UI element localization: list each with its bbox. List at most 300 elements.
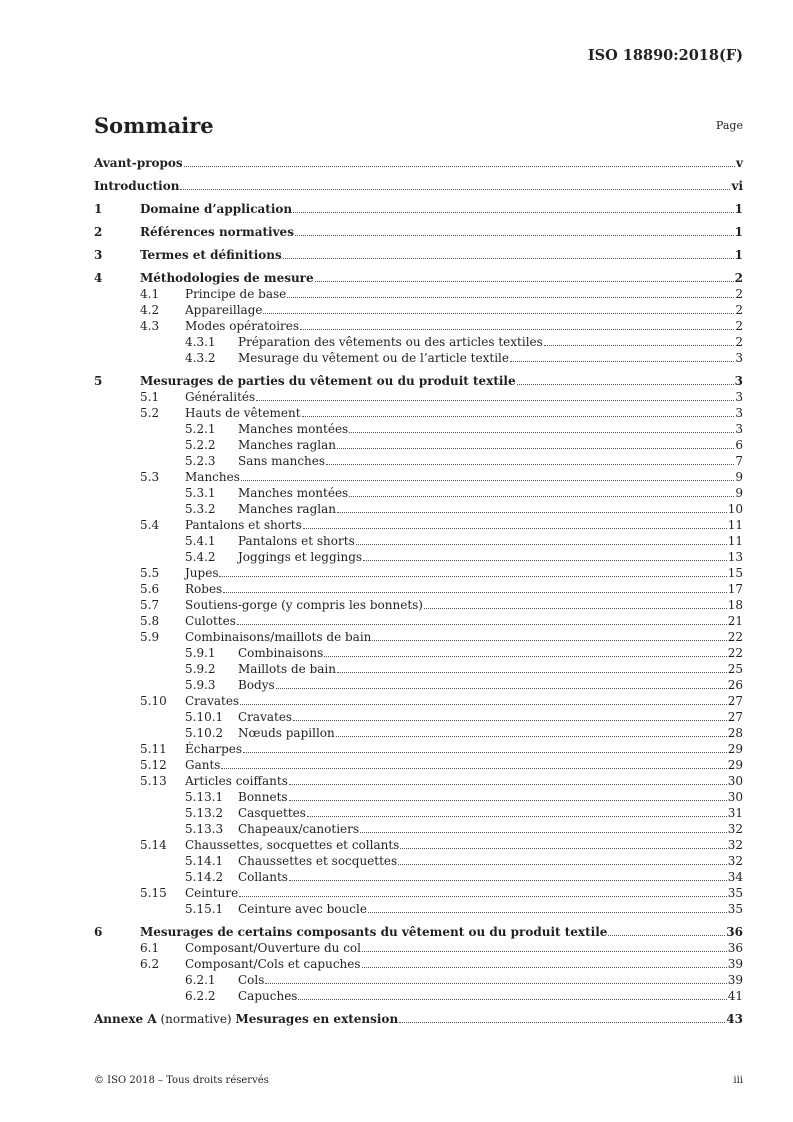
toc-entry-line bbox=[185, 940, 743, 956]
toc-entry-title: Composant/Ouverture du col bbox=[185, 941, 361, 955]
dot-leader bbox=[289, 870, 727, 881]
toc-entry-page: 10 bbox=[727, 502, 743, 516]
dot-leader bbox=[362, 957, 727, 968]
toc-entry-line bbox=[238, 901, 743, 917]
toc-entry-number: 6 bbox=[94, 925, 103, 939]
toc-entry-page: 35 bbox=[727, 886, 743, 900]
toc-entry-number: 5.13.2 bbox=[185, 806, 224, 820]
toc-entry-number: 5.11 bbox=[140, 742, 167, 756]
toc-entry-number: 6.2.2 bbox=[185, 989, 216, 1003]
dot-leader bbox=[363, 550, 727, 561]
toc-entry-page: 3 bbox=[735, 422, 743, 436]
toc-entry-line bbox=[238, 677, 743, 693]
toc-entry-title: Maillots de bain bbox=[238, 662, 336, 676]
toc-entry[interactable] bbox=[94, 1011, 743, 1027]
toc-entry[interactable] bbox=[94, 789, 743, 805]
dot-leader bbox=[293, 202, 734, 213]
toc-entry-page: 39 bbox=[727, 957, 743, 971]
toc-entry-title: Bonnets bbox=[238, 790, 288, 804]
toc-entry-title: Sans manches bbox=[238, 454, 326, 468]
dot-leader bbox=[289, 790, 727, 801]
toc-entry[interactable] bbox=[94, 821, 743, 837]
toc-entry-page: 32 bbox=[727, 838, 743, 852]
dot-leader bbox=[219, 566, 726, 577]
toc-entry-number: 5.7 bbox=[140, 598, 160, 612]
toc-entry-title: Manches raglan bbox=[238, 438, 336, 452]
toc-entry-line bbox=[185, 302, 743, 318]
toc-entry-number: 5.9.2 bbox=[185, 662, 216, 676]
annex-status: (normative) bbox=[156, 1012, 236, 1026]
toc-entry-page: 35 bbox=[727, 902, 743, 916]
toc-entry[interactable] bbox=[94, 645, 743, 661]
table-of-contents bbox=[94, 155, 743, 1027]
toc-entry-page: 43 bbox=[726, 1012, 743, 1026]
toc-entry-number: 2 bbox=[94, 225, 103, 239]
dot-leader bbox=[298, 989, 726, 1000]
toc-entry-number: 5.10 bbox=[140, 694, 167, 708]
toc-entry-number: 1 bbox=[94, 202, 103, 216]
toc-entry-line bbox=[238, 661, 743, 677]
toc-entry-title: Gants bbox=[185, 758, 221, 772]
toc-entry-line bbox=[185, 629, 743, 645]
toc-entry-title bbox=[94, 1011, 398, 1027]
toc-entry-number: 5.15.1 bbox=[185, 902, 224, 916]
toc-entry-number: 5.14.2 bbox=[185, 870, 224, 884]
toc-entry-page: 22 bbox=[727, 630, 743, 644]
toc-entry-page: 34 bbox=[727, 870, 743, 884]
toc-entry[interactable] bbox=[94, 924, 743, 940]
toc-entry-title: Termes et définitions bbox=[140, 248, 282, 262]
toc-entry-line bbox=[185, 581, 743, 597]
toc-entry-number: 5.10.2 bbox=[185, 726, 224, 740]
toc-entry-number: 4.3.2 bbox=[185, 351, 216, 365]
toc-entry-page: v bbox=[736, 156, 743, 170]
toc-entry-line bbox=[238, 853, 743, 869]
toc-entry[interactable] bbox=[94, 677, 743, 693]
toc-entry[interactable] bbox=[94, 613, 743, 629]
toc-entry-title: Méthodologies de mesure bbox=[140, 271, 314, 285]
dot-leader bbox=[243, 742, 727, 753]
toc-entry-title: Avant-propos bbox=[94, 156, 183, 170]
toc-entry-page: 11 bbox=[727, 518, 743, 532]
toc-entry-number: 5.4.1 bbox=[185, 534, 216, 548]
toc-entry-page: 2 bbox=[735, 335, 743, 349]
toc-entry-page: 9 bbox=[735, 470, 743, 484]
toc-entry-title: Ceinture avec boucle bbox=[238, 902, 367, 916]
dot-leader bbox=[239, 886, 726, 897]
toc-entry-title: Chapeaux/canotiers bbox=[238, 822, 360, 836]
toc-entry-title: Pantalons et shorts bbox=[238, 534, 355, 548]
toc-entry-title: Casquettes bbox=[238, 806, 306, 820]
toc-entry-number: 5.12 bbox=[140, 758, 167, 772]
toc-entry-line bbox=[238, 501, 743, 517]
toc-entry-title: Culottes bbox=[185, 614, 236, 628]
toc-entry-title: Manches montées bbox=[238, 486, 349, 500]
dot-leader bbox=[337, 502, 727, 513]
toc-entry[interactable] bbox=[94, 437, 743, 453]
toc-entry-line bbox=[140, 247, 743, 263]
toc-entry-number: 5.14 bbox=[140, 838, 167, 852]
toc-entry[interactable] bbox=[94, 549, 743, 565]
toc-entry-number: 3 bbox=[94, 248, 103, 262]
toc-entry[interactable] bbox=[94, 805, 743, 821]
toc-entry[interactable] bbox=[94, 956, 743, 972]
dot-leader bbox=[283, 248, 734, 259]
toc-entry[interactable] bbox=[94, 773, 743, 789]
toc-entry[interactable] bbox=[94, 853, 743, 869]
toc-entry-page: vi bbox=[731, 179, 743, 193]
dot-leader bbox=[315, 271, 734, 282]
toc-entry-title: Préparation des vêtements ou des articles textiles bbox=[238, 335, 543, 349]
toc-entry-page: 1 bbox=[734, 248, 743, 262]
toc-entry[interactable] bbox=[94, 286, 743, 302]
toc-entry-title: Mesurage du vêtement ou de l’article textile bbox=[238, 351, 509, 365]
toc-entry-title: Ceinture bbox=[185, 886, 239, 900]
toc-entry[interactable] bbox=[94, 940, 743, 956]
dot-leader bbox=[223, 582, 727, 593]
dot-leader bbox=[302, 406, 735, 417]
toc-entry-number: 5.4 bbox=[140, 518, 160, 532]
toc-entry-title: Mesurages de parties du vêtement ou du produit textile bbox=[140, 374, 516, 388]
dot-leader bbox=[372, 630, 726, 641]
toc-entry-number: 4.2 bbox=[140, 303, 160, 317]
toc-entry-title: Articles coiffants bbox=[185, 774, 288, 788]
toc-entry-page: 18 bbox=[727, 598, 743, 612]
toc-entry-page: 2 bbox=[735, 319, 743, 333]
toc-entry[interactable] bbox=[94, 693, 743, 709]
dot-leader bbox=[510, 351, 734, 362]
toc-entry-number: 5.1 bbox=[140, 390, 160, 404]
toc-entry-line bbox=[185, 837, 743, 853]
toc-entry-title: Cravates bbox=[238, 710, 293, 724]
toc-entry-page: 41 bbox=[727, 989, 743, 1003]
toc-entry-line bbox=[140, 924, 743, 940]
toc-entry-line bbox=[185, 597, 743, 613]
toc-entry-title: Introduction bbox=[94, 179, 180, 193]
toc-entry-title: Appareillage bbox=[185, 303, 263, 317]
toc-entry-number: 5.2 bbox=[140, 406, 160, 420]
toc-entry[interactable] bbox=[94, 453, 743, 469]
toc-entry[interactable] bbox=[94, 741, 743, 757]
toc-entry-page: 28 bbox=[727, 726, 743, 740]
toc-entry-page: 21 bbox=[727, 614, 743, 628]
toc-entry-page: 22 bbox=[727, 646, 743, 660]
toc-entry-line bbox=[238, 789, 743, 805]
dot-leader bbox=[400, 838, 726, 849]
toc-entry-page: 27 bbox=[727, 694, 743, 708]
toc-entry[interactable] bbox=[94, 661, 743, 677]
dot-leader bbox=[240, 694, 727, 705]
toc-entry-number: 5.9 bbox=[140, 630, 160, 644]
toc-entry-page: 6 bbox=[735, 438, 743, 452]
toc-entry-page: 2 bbox=[735, 303, 743, 317]
toc-entry-line bbox=[185, 286, 743, 302]
toc-entry-page: 30 bbox=[727, 790, 743, 804]
toc-entry-number: 5.9.3 bbox=[185, 678, 216, 692]
annex-label: Annexe A bbox=[94, 1012, 157, 1026]
toc-entry[interactable] bbox=[94, 869, 743, 885]
toc-entry[interactable] bbox=[94, 517, 743, 533]
toc-entry-line bbox=[238, 437, 743, 453]
dot-leader bbox=[424, 598, 727, 609]
dot-leader bbox=[289, 774, 727, 785]
toc-entry[interactable] bbox=[94, 709, 743, 725]
dot-leader bbox=[356, 534, 727, 545]
toc-entry-title: Soutiens-gorge (y compris les bonnets) bbox=[185, 598, 423, 612]
dot-leader bbox=[349, 422, 734, 433]
dot-leader bbox=[256, 390, 734, 401]
dot-leader bbox=[399, 1012, 725, 1023]
toc-entry[interactable] bbox=[94, 334, 743, 350]
toc-entry-number: 5.13.3 bbox=[185, 822, 224, 836]
toc-entry-title: Écharpes bbox=[185, 742, 243, 756]
toc-entry-line bbox=[140, 270, 743, 286]
toc-entry-page: 29 bbox=[727, 758, 743, 772]
toc-entry-title: Manches raglan bbox=[238, 502, 336, 516]
dot-leader bbox=[608, 925, 725, 936]
dot-leader bbox=[307, 806, 727, 817]
toc-entry-page: 27 bbox=[727, 710, 743, 724]
toc-entry-title: Généralités bbox=[185, 390, 256, 404]
toc-entry[interactable] bbox=[94, 302, 743, 318]
toc-entry-title: Pantalons et shorts bbox=[185, 518, 302, 532]
toc-entry-line bbox=[185, 565, 743, 581]
dot-leader bbox=[287, 287, 734, 298]
toc-entry-number: 5 bbox=[94, 374, 103, 388]
toc-entry-number: 5.13.1 bbox=[185, 790, 224, 804]
toc-entry-page: 30 bbox=[727, 774, 743, 788]
toc-entry-number: 5.2.2 bbox=[185, 438, 216, 452]
dot-leader bbox=[276, 678, 727, 689]
toc-entry-title: Jupes bbox=[185, 566, 219, 580]
toc-entry-number: 6.2.1 bbox=[185, 973, 216, 987]
dot-leader bbox=[398, 854, 727, 865]
dot-leader bbox=[337, 438, 734, 449]
toc-entry-page: 25 bbox=[727, 662, 743, 676]
dot-leader bbox=[293, 710, 727, 721]
toc-entry-page: 36 bbox=[727, 941, 743, 955]
toc-entry-page: 32 bbox=[727, 822, 743, 836]
toc-entry-title: Modes opératoires bbox=[185, 319, 300, 333]
toc-entry-line bbox=[185, 318, 743, 334]
toc-entry-title: Bodys bbox=[238, 678, 275, 692]
toc-entry-line bbox=[238, 869, 743, 885]
toc-entry-line bbox=[185, 517, 743, 533]
toc-entry-title: Références normatives bbox=[140, 225, 294, 239]
dot-leader bbox=[184, 156, 735, 167]
toc-entry-title: Combinaisons/maillots de bain bbox=[185, 630, 372, 644]
toc-entry-line bbox=[238, 421, 743, 437]
toc-entry[interactable] bbox=[94, 581, 743, 597]
toc-entry[interactable] bbox=[94, 318, 743, 334]
toc-entry[interactable] bbox=[94, 247, 743, 263]
toc-entry-page: 1 bbox=[734, 202, 743, 216]
toc-entry-line bbox=[238, 725, 743, 741]
toc-entry-number: 5.3.1 bbox=[185, 486, 216, 500]
toc-entry-number: 5.10.1 bbox=[185, 710, 224, 724]
toc-entry-line bbox=[140, 373, 743, 389]
toc-entry-page: 9 bbox=[735, 486, 743, 500]
toc-entry-page: 7 bbox=[735, 454, 743, 468]
toc-entry-number: 4.1 bbox=[140, 287, 160, 301]
dot-leader bbox=[241, 470, 734, 481]
dot-leader bbox=[336, 726, 727, 737]
toc-entry-number: 4.3.1 bbox=[185, 335, 216, 349]
toc-entry-line bbox=[238, 549, 743, 565]
toc-entry[interactable] bbox=[94, 389, 743, 405]
toc-entry[interactable] bbox=[94, 501, 743, 517]
dot-leader bbox=[360, 822, 727, 833]
toc-entry[interactable] bbox=[94, 629, 743, 645]
toc-entry-page: 15 bbox=[727, 566, 743, 580]
toc-entry-number: 5.8 bbox=[140, 614, 160, 628]
toc-entry[interactable] bbox=[94, 597, 743, 613]
toc-entry-line bbox=[94, 178, 743, 194]
toc-entry-number: 5.2.3 bbox=[185, 454, 216, 468]
toc-entry[interactable] bbox=[94, 837, 743, 853]
toc-entry-line bbox=[238, 645, 743, 661]
toc-entry-line bbox=[185, 773, 743, 789]
toc-entry-page: 3 bbox=[735, 351, 743, 365]
toc-entry-number: 5.4.2 bbox=[185, 550, 216, 564]
toc-entry-number: 4 bbox=[94, 271, 103, 285]
toc-entry-line bbox=[185, 405, 743, 421]
toc-entry-number: 6.2 bbox=[140, 957, 160, 971]
toc-entry-line bbox=[238, 988, 743, 1004]
toc-entry-number: 5.2.1 bbox=[185, 422, 216, 436]
toc-entry[interactable] bbox=[94, 988, 743, 1004]
toc-entry-line bbox=[185, 613, 743, 629]
toc-entry-line bbox=[185, 757, 743, 773]
toc-entry-line bbox=[238, 709, 743, 725]
toc-entry-number: 5.13 bbox=[140, 774, 167, 788]
toc-entry[interactable] bbox=[94, 350, 743, 366]
dot-leader bbox=[237, 614, 727, 625]
toc-entry-line bbox=[185, 693, 743, 709]
dot-leader bbox=[263, 303, 734, 314]
toc-entry-line bbox=[238, 485, 743, 501]
toc-entry-line bbox=[94, 155, 743, 171]
toc-entry[interactable] bbox=[94, 201, 743, 217]
dot-leader bbox=[337, 662, 727, 673]
page-title: Sommaire bbox=[94, 113, 214, 138]
dot-leader bbox=[303, 518, 727, 529]
page-column-label: Page bbox=[715, 119, 743, 132]
toc-entry-line bbox=[94, 1011, 743, 1027]
toc-entry[interactable] bbox=[94, 901, 743, 917]
toc-entry[interactable] bbox=[94, 565, 743, 581]
toc-entry-page: 32 bbox=[727, 854, 743, 868]
toc-entry-title: Chaussettes, socquettes et collants bbox=[185, 838, 400, 852]
toc-entry-page: 3 bbox=[735, 406, 743, 420]
toc-entry-title: Domaine d’application bbox=[140, 202, 293, 216]
toc-entry-line bbox=[238, 334, 743, 350]
toc-entry-title: Chaussettes et socquettes bbox=[238, 854, 398, 868]
toc-entry[interactable] bbox=[94, 178, 743, 194]
dot-leader bbox=[362, 941, 727, 952]
dot-leader bbox=[544, 335, 735, 346]
toc-entry[interactable] bbox=[94, 373, 743, 389]
dot-leader bbox=[300, 319, 734, 330]
toc-entry-line bbox=[238, 972, 743, 988]
dot-leader bbox=[349, 486, 734, 497]
toc-entry-page: 2 bbox=[734, 271, 743, 285]
toc-entry[interactable] bbox=[94, 885, 743, 901]
footer-page-number: iii bbox=[733, 1075, 743, 1086]
dot-leader bbox=[368, 902, 727, 913]
toc-entry-title: Cols bbox=[238, 973, 265, 987]
toc-entry[interactable] bbox=[94, 224, 743, 240]
toc-entry-line bbox=[238, 350, 743, 366]
toc-entry-page: 31 bbox=[727, 806, 743, 820]
toc-entry-line bbox=[185, 885, 743, 901]
toc-entry-number: 5.3.2 bbox=[185, 502, 216, 516]
document-standard-id: ISO 18890:2018(F) bbox=[587, 47, 743, 64]
toc-entry[interactable] bbox=[94, 405, 743, 421]
toc-entry-page: 3 bbox=[735, 390, 743, 404]
toc-entry[interactable] bbox=[94, 757, 743, 773]
toc-entry-number: 5.15 bbox=[140, 886, 167, 900]
toc-entry-page: 2 bbox=[735, 287, 743, 301]
toc-entry-number: 4.3 bbox=[140, 319, 160, 333]
toc-entry-number: 5.3 bbox=[140, 470, 160, 484]
toc-entry-line bbox=[140, 224, 743, 240]
dot-leader bbox=[180, 179, 730, 190]
toc-entry-page: 26 bbox=[727, 678, 743, 692]
toc-entry-page: 3 bbox=[734, 374, 743, 388]
toc-entry[interactable] bbox=[94, 469, 743, 485]
toc-entry-page: 11 bbox=[727, 534, 743, 548]
toc-entry[interactable] bbox=[94, 421, 743, 437]
toc-entry[interactable] bbox=[94, 972, 743, 988]
toc-entry-title: Nœuds papillon bbox=[238, 726, 335, 740]
toc-entry-number: 5.14.1 bbox=[185, 854, 224, 868]
toc-entry-page: 36 bbox=[726, 925, 743, 939]
toc-entry-number: 5.9.1 bbox=[185, 646, 216, 660]
toc-entry-number: 6.1 bbox=[140, 941, 160, 955]
toc-entry-title: Collants bbox=[238, 870, 288, 884]
dot-leader bbox=[265, 973, 726, 984]
toc-entry-line bbox=[238, 453, 743, 469]
dot-leader bbox=[221, 758, 726, 769]
toc-entry-number: 5.6 bbox=[140, 582, 160, 596]
toc-entry-page: 29 bbox=[727, 742, 743, 756]
toc-entry-line bbox=[238, 805, 743, 821]
toc-entry[interactable] bbox=[94, 270, 743, 286]
dot-leader bbox=[295, 225, 734, 236]
toc-entry-title: Composant/Cols et capuches bbox=[185, 957, 361, 971]
toc-entry[interactable] bbox=[94, 533, 743, 549]
toc-entry[interactable] bbox=[94, 485, 743, 501]
toc-entry-page: 17 bbox=[727, 582, 743, 596]
toc-entry-line bbox=[185, 389, 743, 405]
toc-entry[interactable] bbox=[94, 155, 743, 171]
footer-copyright: © ISO 2018 – Tous droits réservés bbox=[94, 1075, 269, 1086]
toc-entry-title: Manches montées bbox=[238, 422, 349, 436]
toc-entry-title: Capuches bbox=[238, 989, 298, 1003]
toc-entry-line bbox=[140, 201, 743, 217]
toc-entry-title: Cravates bbox=[185, 694, 240, 708]
toc-entry-title: Principe de base bbox=[185, 287, 287, 301]
toc-entry-title: Mesurages de certains composants du vêtement ou du produit textile bbox=[140, 925, 608, 939]
toc-entry-page: 13 bbox=[727, 550, 743, 564]
toc-entry[interactable] bbox=[94, 725, 743, 741]
toc-entry-title: Robes bbox=[185, 582, 223, 596]
toc-entry-title: Hauts de vêtement bbox=[185, 406, 301, 420]
toc-entry-line bbox=[238, 533, 743, 549]
toc-entry-title: Combinaisons bbox=[238, 646, 324, 660]
toc-entry-line bbox=[185, 469, 743, 485]
